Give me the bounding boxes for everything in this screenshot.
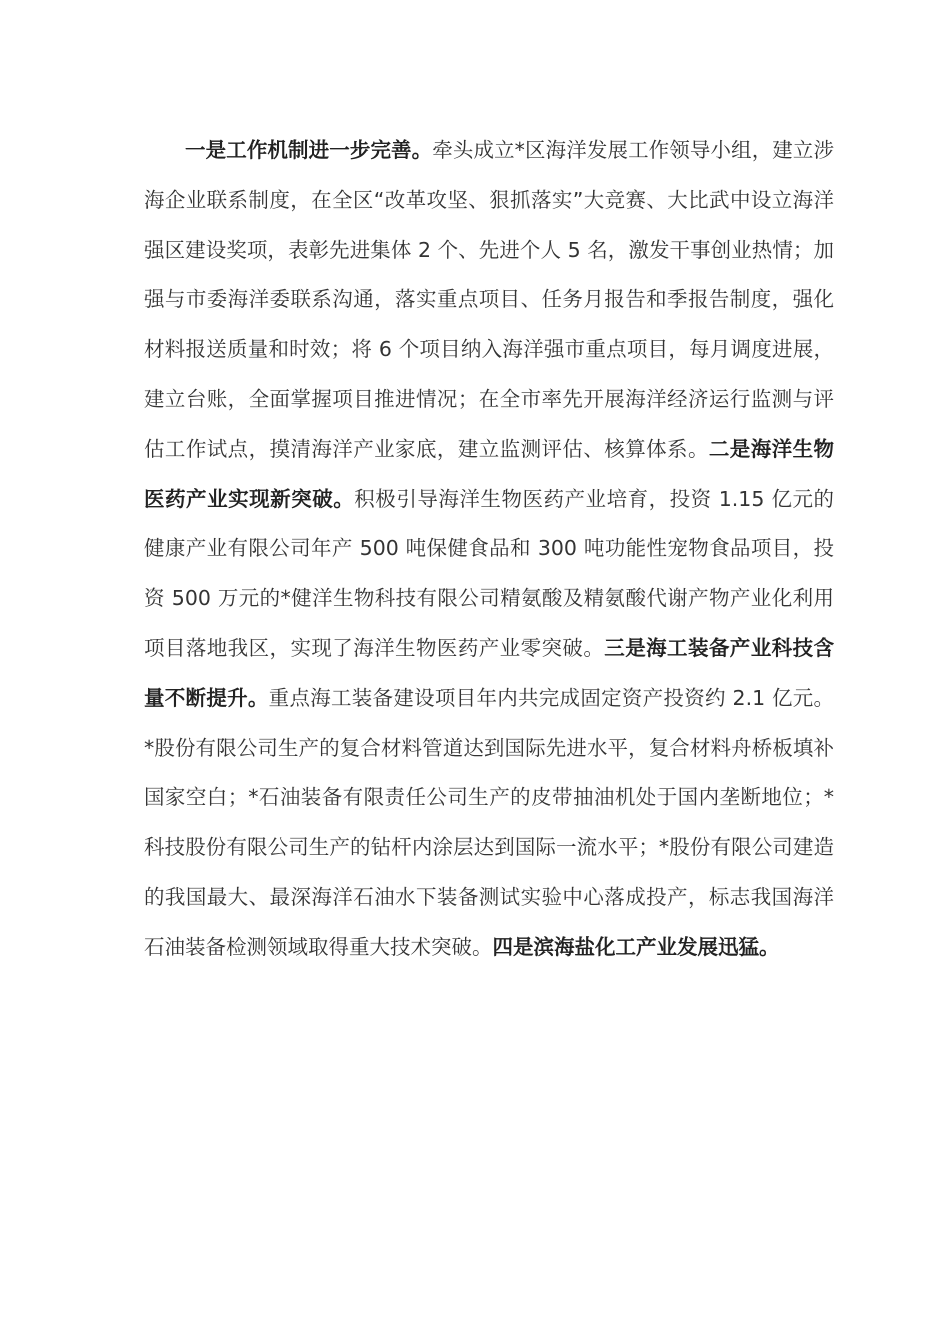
text-marine-biomedicine: 积极引导海洋生物医药产业培育，投资 1.15 亿元的健康产业有限公司年产 500 吨保健食品和 300 吨功能性宠物食品项目，投资 500 万元的*健洋生物科技有限公司精氨酸及精氨酸代谢产物产业化利用项目落地我区，实现了海洋生物医药产业零突破。 bbox=[144, 486, 834, 660]
text-marine-equipment: 重点海工装备建设项目年内共完成固定资产投资约 2.1 亿元。*股份有限公司生产的复合材料管道达到国际先进水平，复合材料舟桥板填补国家空白；*石油装备有限责任公司生产的皮带抽油机处于国内垄断地位；*科技股份有限公司生产的钻杆内涂层达到国际一流水平；*股份有限公司建造的我国最大、最深海洋石油水下装备测试实验中心落成投产，标志我国海洋石油装备检测领域取得重大技术突破。 bbox=[144, 685, 835, 959]
heading-work-mechanism: 一是工作机制进一步完善。 bbox=[185, 138, 433, 162]
heading-salt-chemical: 四是滨海盐化工产业发展迅猛。 bbox=[492, 934, 780, 959]
heading-marine-biomedicine: 二是海洋生物医药产业实现新突破。 bbox=[144, 436, 834, 511]
heading-marine-equipment: 三是海工装备产业科技含量不断提升。 bbox=[144, 635, 834, 710]
body-paragraph bbox=[144, 126, 834, 973]
text-work-mechanism: 牵头成立*区海洋发展工作领导小组，建立涉海企业联系制度，在全区“改革攻坚、狠抓落实”大竞赛、大比武中设立海洋强区建设奖项，表彰先进集体 2 个、先进个人 5 名，激发干事创业热情；加强与市委海洋委联系沟通，落实重点项目、任务月报告和季报告制度，强化材料报送质量和时效；将 6 个项目纳入海洋强市重点项目，每月调度进展，建立台账，全面掌握项目推进情况；在全市率先开展海洋经济运行监测与评估工作试点，摸清海洋产业家底，建立监测评估、核算体系。 bbox=[144, 138, 835, 461]
